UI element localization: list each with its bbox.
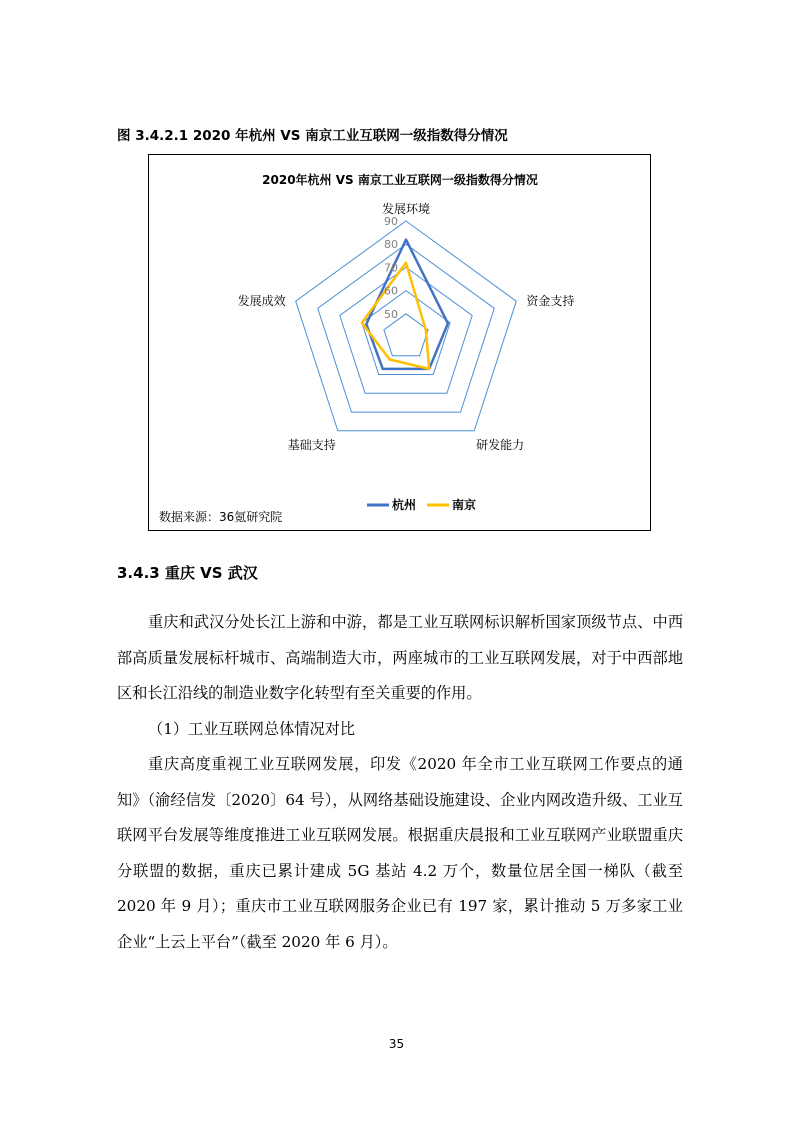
radar-tick-label: 80	[384, 238, 398, 252]
chart-legend	[367, 497, 476, 512]
radar-category-label: 发展环境	[381, 202, 431, 216]
radar-tick-label: 50	[384, 307, 398, 321]
page-number: 35	[388, 1037, 405, 1051]
radar-tick-label: 60	[384, 284, 398, 298]
legend-label: 杭州	[392, 498, 417, 512]
radar-series-hangzhou	[366, 240, 448, 369]
legend-label: 南京	[452, 498, 477, 512]
radar-category-label: 资金支持	[526, 294, 575, 309]
radar-chart	[148, 154, 651, 531]
radar-category-label: 基础支持	[287, 437, 336, 452]
paragraph-chongqing: 重庆高度重视工业互联网发展，印发《2020 年全市工业互联网工作要点的通知》（渝经信发〔2020〕64 号），从网络基础设施建设、企业内网改造升级、工业互联网平台发展等维度推进工业互联网发展。根据重庆晨报和工业互联网产业联盟重庆分联盟的数据，重庆已累计建成 5G 基站 4.2 万个，数量位居全国一梯队（截至 2020 年 9 月）；重庆市工业互联网服务企业已有 197 家，累计推动 5 万多家工业企业“上云上平台”（截至 2020 年 6 月）。	[117, 755, 683, 951]
paragraph-subheading: （1）工业互联网总体情况对比	[148, 720, 356, 738]
chart-title: 2020年杭州 VS 南京工业互联网一级指数得分情况	[262, 173, 538, 187]
section-heading: 3.4.3 重庆 VS 武汉	[117, 564, 258, 582]
radar-category-label: 发展成效	[237, 294, 286, 309]
radar-chart-svg	[149, 155, 652, 532]
figure-caption: 图 3.4.2.1 2020 年杭州 VS 南京工业互联网一级指数得分情况	[117, 128, 508, 144]
radar-tick-label: 70	[384, 261, 398, 275]
radar-category-label: 研发能力	[476, 437, 525, 452]
radar-grid-ring-90	[296, 221, 517, 431]
chart-source: 数据来源：36氪研究院	[159, 510, 283, 524]
radar-tick-label: 90	[384, 215, 398, 228]
paragraph-intro: 重庆和武汉分处长江上游和中游，都是工业互联网标识解析国家顶级节点、中西部高质量发展标杆城市、高端制造大市，两座城市的工业互联网发展，对于中西部地区和长江沿线的制造业数字化转型有至关重要的作用。	[117, 613, 683, 702]
